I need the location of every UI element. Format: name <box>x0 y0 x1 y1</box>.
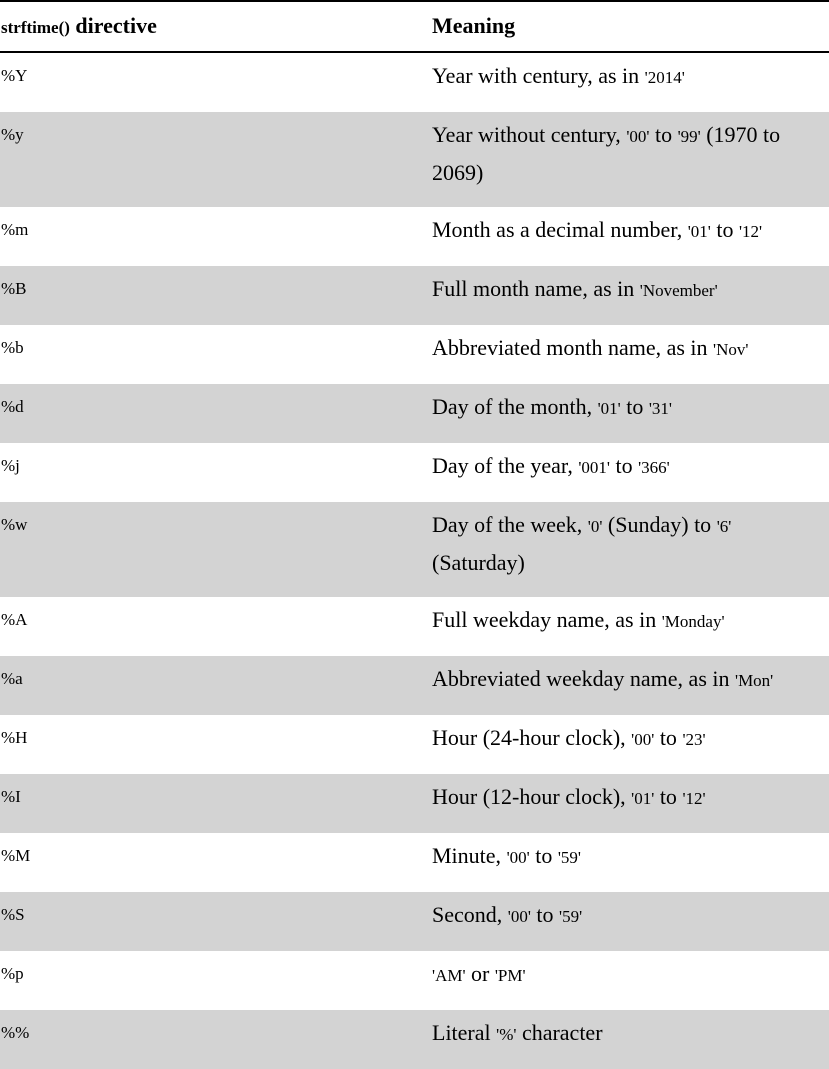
meaning-cell <box>432 774 829 833</box>
table-row <box>0 384 829 443</box>
directive-cell: %S <box>0 892 432 951</box>
meaning-cell <box>432 112 829 207</box>
meaning-code: '01' <box>597 399 621 418</box>
meaning-text: Abbreviated month name, as in <box>432 335 714 360</box>
meaning-code: '12' <box>682 789 706 808</box>
directive-column-header <box>0 1 432 52</box>
meaning-code: '00' <box>626 127 650 146</box>
table-row <box>0 656 829 715</box>
meaning-text: character <box>516 1020 603 1045</box>
meaning-text: to <box>654 784 683 809</box>
meaning-text: Second, <box>432 902 508 927</box>
table-row <box>0 325 829 384</box>
header-row <box>0 1 829 52</box>
meaning-code: '%' <box>496 1025 517 1044</box>
meaning-cell <box>432 656 829 715</box>
directive-cell: %d <box>0 384 432 443</box>
directive-cell: %j <box>1 456 20 475</box>
meaning-text: to <box>529 843 558 868</box>
table-row <box>0 951 829 1010</box>
meaning-text: (Saturday) <box>432 550 525 575</box>
meaning-cell <box>432 443 829 502</box>
directive-cell: %M <box>1 846 31 865</box>
meaning-cell <box>432 951 829 1010</box>
meaning-cell <box>432 833 829 892</box>
meaning-cell <box>432 52 829 112</box>
directive-cell: %w <box>0 502 432 597</box>
table-row <box>0 1010 829 1069</box>
meaning-code: 'PM' <box>494 966 526 985</box>
table-row <box>0 892 829 951</box>
meaning-code: '31' <box>648 399 672 418</box>
directive-cell: %B <box>0 266 432 325</box>
meaning-cell <box>432 325 829 384</box>
meaning-text: to <box>620 394 649 419</box>
directive-header-code: strftime() <box>1 17 70 37</box>
meaning-text: Hour (12-hour clock), <box>432 784 632 809</box>
meaning-text: Minute, <box>432 843 507 868</box>
meaning-code: 'November' <box>639 281 718 300</box>
directive-cell: %p <box>1 964 24 983</box>
meaning-code: 'Mon' <box>735 671 774 690</box>
table-row <box>0 266 829 325</box>
directive-cell: %m <box>1 220 29 239</box>
table-row <box>0 597 829 656</box>
directive-cell: %y <box>0 112 432 207</box>
meaning-code: '12' <box>738 222 763 241</box>
meaning-code: 'AM' <box>432 966 466 985</box>
meaning-code: '6' <box>716 517 732 536</box>
meaning-code: '01' <box>687 222 711 241</box>
meaning-cell <box>432 502 829 597</box>
table-row <box>0 833 829 892</box>
meaning-cell <box>432 207 829 266</box>
meaning-text: Day of the month, <box>432 394 598 419</box>
meaning-text: to <box>609 453 639 478</box>
meaning-code: '001' <box>578 458 610 477</box>
directive-cell: %a <box>0 656 432 715</box>
meaning-text: to <box>654 725 683 750</box>
meaning-code: '366' <box>638 458 670 477</box>
meaning-text: Full weekday name, as in <box>432 607 662 632</box>
meaning-cell <box>432 266 829 325</box>
directive-header-word: directive <box>75 12 157 38</box>
meaning-code: '01' <box>631 789 655 808</box>
meaning-code: '00' <box>506 848 530 867</box>
table-row <box>0 112 829 207</box>
table-row <box>0 207 829 266</box>
meaning-text: to <box>710 217 739 242</box>
meaning-code: '99' <box>677 127 701 146</box>
meaning-code: 'Monday' <box>661 612 725 631</box>
table-row <box>0 715 829 774</box>
meaning-code: '2014' <box>644 68 685 87</box>
meaning-column-header: Meaning <box>432 1 829 52</box>
meaning-text: (1970 to 2069) <box>432 122 781 185</box>
directive-cell: %H <box>1 728 28 747</box>
directive-cell: %Y <box>1 66 28 85</box>
meaning-cell <box>432 597 829 656</box>
meaning-code: 'Nov' <box>713 340 749 359</box>
meaning-code: '59' <box>557 848 581 867</box>
meaning-text: Abbreviated weekday name, as in <box>432 666 735 691</box>
table-row <box>0 502 829 597</box>
meaning-text: Month as a decimal number, <box>432 217 688 242</box>
meaning-code: '23' <box>682 730 706 749</box>
table-header <box>0 1 829 52</box>
meaning-text: Hour (24-hour clock), <box>432 725 632 750</box>
meaning-code: '59' <box>559 907 583 926</box>
directive-cell: %b <box>1 338 24 357</box>
meaning-code: '00' <box>631 730 655 749</box>
meaning-cell <box>432 715 829 774</box>
table-row <box>0 443 829 502</box>
meaning-code: '0' <box>587 517 603 536</box>
meaning-cell <box>432 892 829 951</box>
meaning-cell <box>432 1010 829 1069</box>
meaning-text: to <box>649 122 678 147</box>
directive-cell: %% <box>0 1010 432 1069</box>
table-row <box>0 52 829 112</box>
meaning-cell <box>432 384 829 443</box>
meaning-text: or <box>465 961 495 986</box>
table-row <box>0 774 829 833</box>
meaning-text: (Sunday) to <box>602 512 717 537</box>
directive-cell: %A <box>1 610 28 629</box>
meaning-text: Year with century, as in <box>432 63 645 88</box>
directive-cell: %I <box>0 774 432 833</box>
meaning-text: Literal <box>432 1020 497 1045</box>
meaning-text: Day of the year, <box>432 453 579 478</box>
meaning-text: Year without century, <box>432 122 627 147</box>
meaning-text: Day of the week, <box>432 512 588 537</box>
meaning-text: to <box>530 902 560 927</box>
meaning-code: '00' <box>507 907 531 926</box>
meaning-text: Full month name, as in <box>432 276 640 301</box>
